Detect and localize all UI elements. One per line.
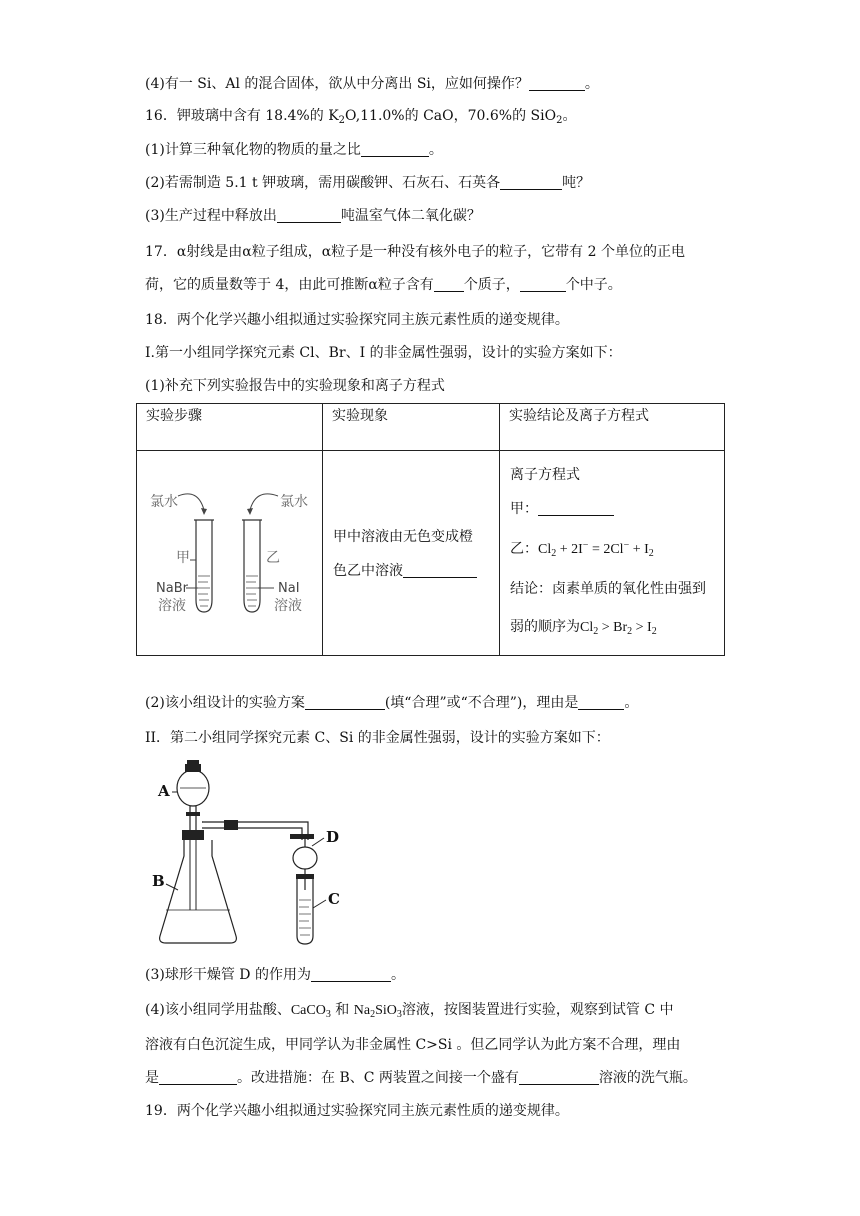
q16-stem-b: O,11.0%的 CaO，70.6%的 SiO [345,108,557,124]
phenomenon-line2-text: 色乙中溶液 [333,563,403,579]
answer-blank [159,1070,237,1085]
q16-part2-tail: 吨？ [562,175,591,191]
q18-part2-intro-text: II．第二小组同学探究元素 C、Si 的非金属性强弱，设计的实验方案如下： [145,730,610,746]
conclusion-line2 [510,616,657,636]
table-header-row [137,404,725,451]
q18-part2: (2)该小组设计的实验方案 (填“合理”或“不合理”)，理由是 。 [145,695,639,711]
nai-solution-label: 溶液 [274,598,302,614]
tube-label-jia: 甲 [176,550,190,566]
conclusion-yi [510,538,654,558]
conclusion-title: 离子方程式 [510,467,580,483]
nabr-label: NaBr [156,581,188,596]
q15-part4: (4)有一 Si、Al 的混合固体，欲从中分离出 Si，应如何操作？ 。 [145,76,599,92]
q18-part4-and: 和 [335,1002,350,1018]
q18-part1-intro [145,343,622,363]
answer-blank [403,563,477,578]
q18-part4-text: (4)该小组同学用盐酸、 [145,1002,291,1018]
answer-blank [519,1070,599,1085]
steps-cell [137,451,323,656]
q16-part1-text: (1)计算三种氧化物的物质的量之比 [145,142,361,158]
q16-part3 [145,206,481,226]
label-d: D [326,828,340,846]
q18-part1-question-text: (1)补充下列实验报告中的实验现象和离子方程式 [145,378,445,394]
q18-part2-intro [145,728,610,748]
answer-blank [500,175,562,190]
phenomenon-cell [323,451,500,656]
header-conclusion: 实验结论及离子方程式 [500,404,725,451]
q17-line2-text: 荷，它的质量数等于 4，由此可推断α粒子含有 [145,277,434,293]
q18-part1-question [145,376,445,396]
answer-blank [305,695,385,710]
q18-part1-intro-text: I.第一小组同学探究元素 Cl、Br、I 的非金属性强弱，设计的实验方案如下： [145,345,622,361]
conclusion-line1: 结论：卤素单质的氧化性由强到 [510,581,706,597]
answer-blank [578,695,624,710]
q16-part2-text: (2)若需制造 5.1 t 钾玻璃，需用碳酸钾、石灰石、石英各 [145,175,501,191]
answer-blank [520,277,566,292]
conclusion-jia [510,498,614,518]
q18-part4-line3-a: 是 [145,1070,159,1086]
test-tube-diagram [138,452,313,654]
q16-stem-a: 16．钾玻璃中含有 18.4%的 K [145,108,339,124]
q17-line1-text: 17．α射线是由α粒子组成，α粒子是一种没有核外电子的粒子，它带有 2 个单位的正电 [145,244,685,260]
q16-part1: (1)计算三种氧化物的物质的量之比 。 [145,142,443,158]
header-steps: 实验步骤 [137,404,323,451]
oxidizing-order: $Cl_2 > Br_2 > I_2$ [580,620,657,637]
jia-label: 甲： [510,501,538,517]
formula-na2sio3: $Na_2SiO_3$ [353,1003,402,1020]
q16-stem: 16．钾玻璃中含有 18.4%的 $K_2O,11.0\%$的 CaO，70.6%的 SiO$_2$。 [145,108,577,126]
q16-part3-tail: 吨温室气体二氧化碳？ [340,208,481,224]
q16-part3-text: (3)生产过程中释放出 [145,208,277,224]
q18-part4-line2 [145,1035,680,1055]
q18-part4-line1 [145,1000,674,1021]
q18-part3: (3)球形干燥管 D 的作用为 。 [145,967,405,983]
q18-part4-line3-b: 。改进措施：在 B、C 两装置之间接一个盛有 [237,1070,519,1086]
equation-yi: $Cl_2 + 2I^- = 2Cl^- + I_2$ [538,540,654,559]
q19-stem [145,1101,569,1121]
q17-line2-tail: 个中子。 [565,277,622,293]
q18-part3-text: (3)球形干燥管 D 的作用为 [145,967,311,983]
conclusion-line2-text: 弱的顺序为 [510,619,580,635]
test-tube-left [196,520,212,612]
apparatus-diagram [150,750,360,950]
chlorine-water-label-left: 氯水 [150,494,178,510]
nai-label: NaI [278,581,300,596]
answer-blank [434,277,464,292]
answer-blank [277,208,341,223]
q18-stem-text: 18．两个化学兴趣小组拟通过实验探究同主族元素性质的递变规律。 [145,312,569,328]
answer-blank [361,142,429,157]
q18-part4-line3 [145,1068,697,1088]
nabr-solution-label: 溶液 [158,598,186,614]
answer-blank [311,967,391,982]
q18-stem [145,310,569,330]
q17-line2 [145,275,622,295]
header-phenomenon: 实验现象 [323,404,500,451]
label-b: B [152,872,165,890]
chlorine-water-label-right: 氯水 [280,494,308,510]
q18-part2-mid: (填“合理”或“不合理”)，理由是 [384,695,579,711]
test-tube-right [244,520,260,612]
label-a: A [158,782,170,800]
answer-blank [529,76,585,91]
tube-label-yi: 乙 [266,550,280,566]
q19-stem-text: 19．两个化学兴趣小组拟通过实验探究同主族元素性质的递变规律。 [145,1103,569,1119]
conclusion-cell [500,451,725,656]
q18-part4-line2-text: 溶液有白色沉淀生成，甲同学认为非金属性 C>Si 。但乙同学认为此方案不合理，理由 [145,1037,681,1053]
q18-part4-tail: 溶液，按图装置进行实验，观察到试管 C 中 [401,1002,674,1018]
q18-part2-text: (2)该小组设计的实验方案 [145,695,305,711]
q17-line2-mid: 个质子， [463,277,520,293]
answer-blank [538,501,614,516]
table-row [137,451,725,656]
q16-part2 [145,173,590,193]
experiment-report-table [136,403,725,656]
phenomenon-line2 [333,560,477,580]
label-c: C [328,890,340,908]
yi-label: 乙： [510,541,538,557]
q18-part4-line3-c: 溶液的洗气瓶。 [598,1070,697,1086]
formula-caco3: CaCO$_3$ [290,1003,331,1020]
q17-line1 [145,242,685,262]
q15-part4-text: (4)有一 Si、Al 的混合固体，欲从中分离出 Si，应如何操作？ [145,76,529,92]
phenomenon-line1: 甲中溶液由无色变成橙 [333,529,473,545]
